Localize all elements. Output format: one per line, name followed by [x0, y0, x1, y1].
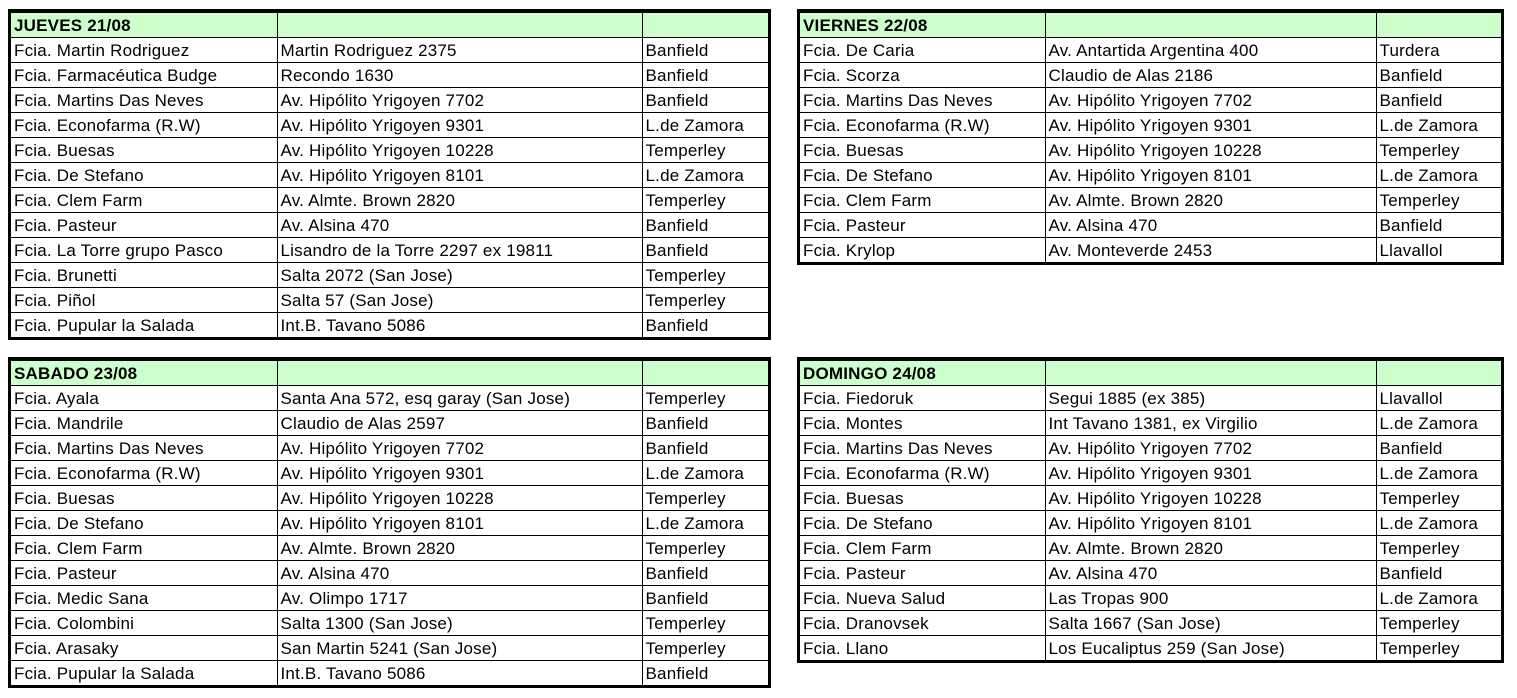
pharmacy-name-cell: Fcia. Martin Rodriguez — [11, 38, 277, 63]
locality-cell: Banfield — [642, 661, 768, 686]
address-cell: Salta 57 (San Jose) — [277, 288, 642, 313]
address-cell: Av. Alsina 470 — [1045, 561, 1376, 586]
pharmacy-name-cell: Fcia. Scorza — [800, 63, 1045, 88]
pharmacy-name-cell: Fcia. Econofarma (R.W) — [11, 113, 277, 138]
pharmacy-name-cell: Fcia. Pupular la Salada — [11, 661, 277, 686]
locality-cell: L.de Zamora — [1376, 411, 1501, 436]
day-heading: VIERNES 22/08 — [800, 13, 1045, 38]
address-cell: Av. Hipólito Yrigoyen 10228 — [1045, 486, 1376, 511]
table-row — [11, 238, 768, 263]
pharmacy-name-cell: Fcia. Clem Farm — [11, 536, 277, 561]
pharmacy-name-cell: Fcia. Ayala — [11, 386, 277, 411]
locality-cell: Temperley — [642, 263, 768, 288]
pharmacy-name-cell: Fcia. Llano — [800, 636, 1045, 661]
address-cell: Claudio de Alas 2186 — [1045, 63, 1376, 88]
locality-cell: Temperley — [1376, 611, 1501, 636]
pharmacy-name-cell: Fcia. Dranovsek — [800, 611, 1045, 636]
locality-cell: Banfield — [1376, 561, 1501, 586]
locality-cell: Temperley — [1376, 536, 1501, 561]
locality-cell: L.de Zamora — [642, 511, 768, 536]
locality-cell: Turdera — [1376, 38, 1501, 63]
table-header-row — [800, 361, 1501, 386]
table-jueves — [8, 9, 771, 340]
locality-cell: Temperley — [1376, 486, 1501, 511]
table-row — [11, 138, 768, 163]
locality-cell: Temperley — [642, 536, 768, 561]
pharmacy-name-cell: Fcia. Krylop — [800, 238, 1045, 263]
address-cell: Av. Alsina 470 — [277, 213, 642, 238]
pharmacy-name-cell: Fcia. Colombini — [11, 611, 277, 636]
table-row — [800, 486, 1501, 511]
address-cell: Av. Hipólito Yrigoyen 7702 — [277, 88, 642, 113]
address-cell: Av. Hipólito Yrigoyen 7702 — [1045, 436, 1376, 461]
table-row — [11, 38, 768, 63]
header-empty-cell — [642, 13, 768, 38]
pharmacy-name-cell: Fcia. Econofarma (R.W) — [11, 461, 277, 486]
pharmacy-name-cell: Fcia. Pasteur — [11, 213, 277, 238]
address-cell: Martin Rodriguez 2375 — [277, 38, 642, 63]
table-header-row — [11, 13, 768, 38]
pharmacy-name-cell: Fcia. Martins Das Neves — [11, 88, 277, 113]
pharmacy-name-cell: Fcia. Medic Sana — [11, 586, 277, 611]
pharmacy-name-cell: Fcia. Pasteur — [800, 213, 1045, 238]
table-row — [11, 63, 768, 88]
table-row — [800, 163, 1501, 188]
table-row — [800, 611, 1501, 636]
table-row — [800, 561, 1501, 586]
table-row — [800, 238, 1501, 263]
pharmacy-name-cell: Fcia. Martins Das Neves — [11, 436, 277, 461]
locality-cell: Banfield — [642, 561, 768, 586]
header-empty-cell — [642, 361, 768, 386]
table-row — [800, 88, 1501, 113]
table-row — [800, 38, 1501, 63]
pharmacy-name-cell: Fcia. Buesas — [800, 486, 1045, 511]
address-cell: Av. Hipólito Yrigoyen 8101 — [277, 511, 642, 536]
address-cell: Salta 2072 (San Jose) — [277, 263, 642, 288]
address-cell: Av. Alsina 470 — [1045, 213, 1376, 238]
table-row — [800, 213, 1501, 238]
address-cell: San Martin 5241 (San Jose) — [277, 636, 642, 661]
pharmacy-name-cell: Fcia. Mandrile — [11, 411, 277, 436]
table-row — [11, 263, 768, 288]
table-row — [800, 386, 1501, 411]
pharmacy-name-cell: Fcia. Econofarma (R.W) — [800, 461, 1045, 486]
locality-cell: Banfield — [642, 411, 768, 436]
locality-cell: Temperley — [1376, 138, 1501, 163]
address-cell: Av. Hipólito Yrigoyen 7702 — [277, 436, 642, 461]
pharmacy-name-cell: Fcia. De Stefano — [11, 511, 277, 536]
locality-cell: L.de Zamora — [642, 461, 768, 486]
header-empty-cell — [277, 13, 642, 38]
address-cell: Av. Hipólito Yrigoyen 10228 — [277, 138, 642, 163]
pharmacy-name-cell: Fcia. Brunetti — [11, 263, 277, 288]
address-cell: Claudio de Alas 2597 — [277, 411, 642, 436]
locality-cell: Banfield — [642, 38, 768, 63]
table-row — [11, 88, 768, 113]
address-cell: Int.B. Tavano 5086 — [277, 661, 642, 686]
locality-cell: Banfield — [642, 313, 768, 338]
table-row — [800, 436, 1501, 461]
pharmacy-name-cell: Fcia. Buesas — [800, 138, 1045, 163]
address-cell: Av. Monteverde 2453 — [1045, 238, 1376, 263]
address-cell: Int.B. Tavano 5086 — [277, 313, 642, 338]
table-row — [800, 586, 1501, 611]
locality-cell: Temperley — [642, 288, 768, 313]
address-cell: Av. Hipólito Yrigoyen 9301 — [1045, 113, 1376, 138]
table-row — [11, 636, 768, 661]
address-cell: Int Tavano 1381, ex Virgilio — [1045, 411, 1376, 436]
locality-cell: Banfield — [642, 63, 768, 88]
locality-cell: L.de Zamora — [1376, 163, 1501, 188]
address-cell: Recondo 1630 — [277, 63, 642, 88]
address-cell: Av. Hipólito Yrigoyen 10228 — [1045, 138, 1376, 163]
table-header-row — [800, 13, 1501, 38]
locality-cell: L.de Zamora — [1376, 461, 1501, 486]
pharmacy-name-cell: Fcia. Econofarma (R.W) — [800, 113, 1045, 138]
table-row — [11, 188, 768, 213]
pharmacy-name-cell: Fcia. Clem Farm — [800, 188, 1045, 213]
address-cell: Av. Hipólito Yrigoyen 8101 — [277, 163, 642, 188]
address-cell: Las Tropas 900 — [1045, 586, 1376, 611]
table-row — [800, 113, 1501, 138]
header-empty-cell — [1376, 361, 1501, 386]
pharmacy-name-cell: Fcia. Nueva Salud — [800, 586, 1045, 611]
locality-cell: Banfield — [1376, 88, 1501, 113]
locality-cell: Banfield — [1376, 213, 1501, 238]
locality-cell: L.de Zamora — [642, 163, 768, 188]
address-cell: Av. Antartida Argentina 400 — [1045, 38, 1376, 63]
locality-cell: Banfield — [642, 88, 768, 113]
table-row — [800, 636, 1501, 661]
locality-cell: Temperley — [642, 386, 768, 411]
pharmacy-name-cell: Fcia. Montes — [800, 411, 1045, 436]
table-row — [11, 661, 768, 686]
table-viernes — [797, 9, 1504, 265]
locality-cell: Banfield — [642, 586, 768, 611]
address-cell: Segui 1885 (ex 385) — [1045, 386, 1376, 411]
pharmacy-name-cell: Fcia. De Stefano — [11, 163, 277, 188]
pharmacy-name-cell: Fcia. Piñol — [11, 288, 277, 313]
locality-cell: Banfield — [642, 436, 768, 461]
address-cell: Los Eucaliptus 259 (San Jose) — [1045, 636, 1376, 661]
pharmacy-name-cell: Fcia. Clem Farm — [800, 536, 1045, 561]
address-cell: Av. Almte. Brown 2820 — [1045, 536, 1376, 561]
address-cell: Av. Hipólito Yrigoyen 7702 — [1045, 88, 1376, 113]
pharmacy-name-cell: Fcia. Pasteur — [800, 561, 1045, 586]
header-empty-cell — [1045, 13, 1376, 38]
table-row — [11, 536, 768, 561]
table-row — [11, 486, 768, 511]
pharmacy-name-cell: Fcia. La Torre grupo Pasco — [11, 238, 277, 263]
address-cell: Av. Almte. Brown 2820 — [1045, 188, 1376, 213]
address-cell: Av. Hipólito Yrigoyen 8101 — [1045, 163, 1376, 188]
table-row — [800, 138, 1501, 163]
locality-cell: Temperley — [642, 611, 768, 636]
locality-cell: L.de Zamora — [1376, 511, 1501, 536]
table-row — [11, 313, 768, 338]
address-cell: Av. Hipólito Yrigoyen 8101 — [1045, 511, 1376, 536]
table-row — [11, 611, 768, 636]
pharmacy-name-cell: Fcia. Fiedoruk — [800, 386, 1045, 411]
table-row — [800, 188, 1501, 213]
address-cell: Salta 1300 (San Jose) — [277, 611, 642, 636]
table-domingo — [797, 357, 1504, 663]
pharmacy-name-cell: Fcia. Martins Das Neves — [800, 436, 1045, 461]
locality-cell: Llavallol — [1376, 386, 1501, 411]
pharmacy-name-cell: Fcia. Pupular la Salada — [11, 313, 277, 338]
locality-cell: L.de Zamora — [1376, 113, 1501, 138]
locality-cell: Banfield — [1376, 436, 1501, 461]
address-cell: Lisandro de la Torre 2297 ex 19811 — [277, 238, 642, 263]
table-row — [11, 586, 768, 611]
table-sabado — [8, 357, 771, 688]
pharmacy-name-cell: Fcia. Martins Das Neves — [800, 88, 1045, 113]
address-cell: Av. Almte. Brown 2820 — [277, 188, 642, 213]
address-cell: Santa Ana 572, esq garay (San Jose) — [277, 386, 642, 411]
table-row — [800, 63, 1501, 88]
address-cell: Av. Hipólito Yrigoyen 9301 — [277, 113, 642, 138]
table-row — [11, 561, 768, 586]
locality-cell: Temperley — [642, 636, 768, 661]
pharmacy-name-cell: Fcia. De Caria — [800, 38, 1045, 63]
table-row — [11, 213, 768, 238]
pharmacy-name-cell: Fcia. Arasaky — [11, 636, 277, 661]
locality-cell: Temperley — [1376, 636, 1501, 661]
locality-cell: Temperley — [642, 486, 768, 511]
locality-cell: Temperley — [642, 138, 768, 163]
table-row — [11, 163, 768, 188]
header-empty-cell — [1376, 13, 1501, 38]
locality-cell: Banfield — [642, 238, 768, 263]
pharmacy-name-cell: Fcia. Pasteur — [11, 561, 277, 586]
header-empty-cell — [277, 361, 642, 386]
address-cell: Av. Hipólito Yrigoyen 9301 — [1045, 461, 1376, 486]
table-row — [11, 113, 768, 138]
address-cell: Av. Hipólito Yrigoyen 10228 — [277, 486, 642, 511]
address-cell: Av. Almte. Brown 2820 — [277, 536, 642, 561]
locality-cell: L.de Zamora — [1376, 586, 1501, 611]
table-row — [800, 411, 1501, 436]
locality-cell: Temperley — [1376, 188, 1501, 213]
locality-cell: Banfield — [1376, 63, 1501, 88]
pharmacy-name-cell: Fcia. Buesas — [11, 486, 277, 511]
day-heading: JUEVES 21/08 — [11, 13, 277, 38]
table-row — [800, 511, 1501, 536]
pharmacy-name-cell: Fcia. Farmacéutica Budge — [11, 63, 277, 88]
table-row — [11, 436, 768, 461]
locality-cell: Temperley — [642, 188, 768, 213]
pharmacy-name-cell: Fcia. Clem Farm — [11, 188, 277, 213]
locality-cell: L.de Zamora — [642, 113, 768, 138]
day-heading: DOMINGO 24/08 — [800, 361, 1045, 386]
table-row — [11, 386, 768, 411]
table-row — [11, 511, 768, 536]
table-row — [800, 536, 1501, 561]
table-row — [11, 461, 768, 486]
locality-cell: Banfield — [642, 213, 768, 238]
address-cell: Salta 1667 (San Jose) — [1045, 611, 1376, 636]
table-row — [800, 461, 1501, 486]
day-heading: SABADO 23/08 — [11, 361, 277, 386]
address-cell: Av. Alsina 470 — [277, 561, 642, 586]
table-row — [11, 288, 768, 313]
address-cell: Av. Olimpo 1717 — [277, 586, 642, 611]
pharmacy-name-cell: Fcia. De Stefano — [800, 163, 1045, 188]
table-header-row — [11, 361, 768, 386]
locality-cell: Llavallol — [1376, 238, 1501, 263]
header-empty-cell — [1045, 361, 1376, 386]
pharmacy-name-cell: Fcia. De Stefano — [800, 511, 1045, 536]
pharmacy-name-cell: Fcia. Buesas — [11, 138, 277, 163]
table-row — [11, 411, 768, 436]
address-cell: Av. Hipólito Yrigoyen 9301 — [277, 461, 642, 486]
